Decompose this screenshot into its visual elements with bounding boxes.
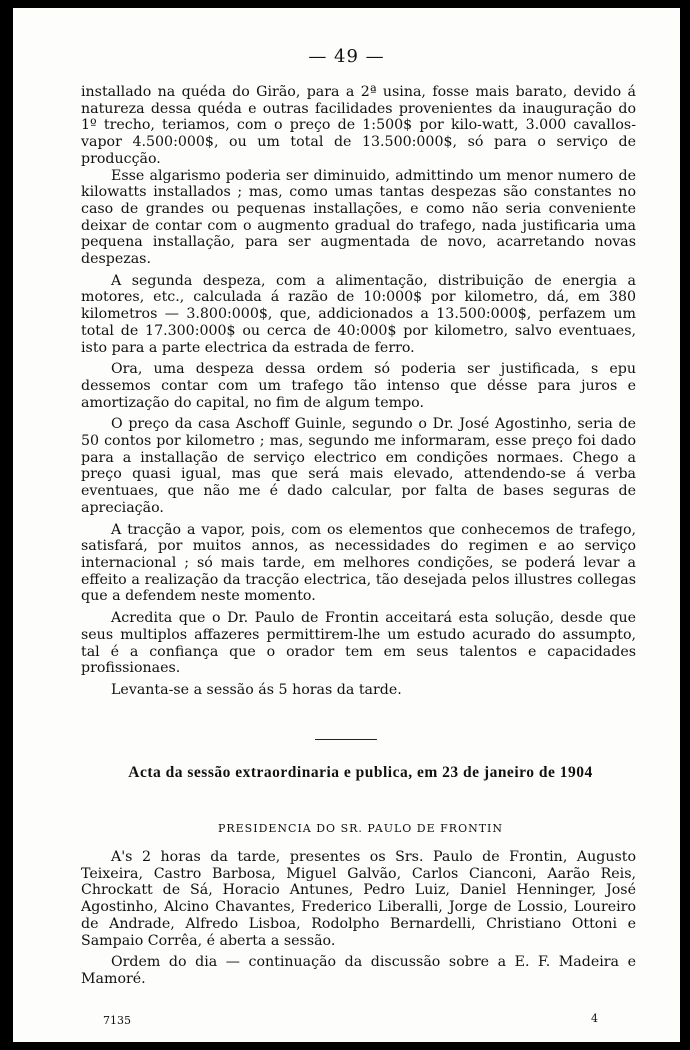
paragraph: Ordem do dia — continuação da discussão sobre a E. F. Madeira e Mamoré. xyxy=(81,954,636,987)
section-title: Acta da sessão extraordinaria e publica, em 23 de janeiro de 1904 xyxy=(128,764,593,781)
paragraph: Levanta-se a sessão ás 5 horas da tarde. xyxy=(111,681,402,698)
document-page xyxy=(13,8,680,1042)
page-number: — 49 — xyxy=(308,46,385,67)
paragraph: O preço da casa Aschoff Guinle, segundo o Dr. José Agostinho, seria de 50 contos por kilometro ; mas, segundo me informaram, esse preço foi dado para a installação de serviço electrico em condições normaes. Chego a preço quasi igual, mas que será mais elevado, attendendo-se á verba eventuaes, que não me é dado calcular, por falta de bases seguras de apreciação. xyxy=(81,416,636,516)
paragraph: Ora, uma despeza dessa ordem só poderia ser justificada, s epu dessemos contar com um trafego tão intenso que désse para juros e amortização do capital, no fim de algum tempo. xyxy=(81,361,636,411)
signature-mark: 4 xyxy=(591,1012,598,1025)
body-text-top xyxy=(81,84,636,699)
paragraph: Acredita que o Dr. Paulo de Frontin acceitará esta solução, desde que seus multiplos affazeres permittirem-lhe um estudo acurado do assumpto, tal é a confiança que o orador tem em seus talentos e capacidades profissionaes. xyxy=(81,610,636,677)
paragraph: A tracção a vapor, pois, com os elementos que conhecemos de trafego, satisfará, por muitos annos, as necessidades do regimen e ao serviço internacional ; só mais tarde, em melhores condições, se poderá levar a effeito a realização da tracção electrica, tão desejada pelos illustres collegas que a defendem neste momento. xyxy=(81,521,636,605)
body-text-bottom xyxy=(81,849,636,988)
paragraph: installado na quéda do Girão, para a 2ª usina, fosse mais barato, devido á natureza dessa quéda e outras facilidades provenientes da inauguração do 1º trecho, teriamos, com o preço de 1:500$ por kilo-watt, 3.000 cavallos-vapor 4.500:000$, ou um total de 13.500:000$, só para o serviço de producção. xyxy=(81,84,636,167)
presidency-line: PRESIDENCIA DO SR. PAULO DE FRONTIN xyxy=(217,822,504,835)
section-divider xyxy=(315,739,377,740)
paragraph: A segunda despeza, com a alimentação, distribuição de energia a motores, etc., calculada á razão de 10:000$ por kilometro, dá, em 380 kilometros — 3.800:000$, que, addicionados a 13.500:000$, perfazem um total de 17.300:000$ ou cerca de 40:000$ por kilometro, salvo eventuaes, isto para a parte electrica da estrada de ferro. xyxy=(81,272,636,356)
paragraph: A's 2 horas da tarde, presentes os Srs. Paulo de Frontin, Augusto Teixeira, Castro Barbosa, Miguel Galvão, Carlos Cianconi, Aarão Reis, Chrockatt de Sá, Horacio Antunes, Pedro Luiz, Daniel Henninger, José Agostinho, Alcino Chavantes, Frederico Liberalli, Jorge de Lossio, Loureiro de Andrade, Alfredo Lisboa, Rodolpho Bernardelli, Christiano Ottoni e Sampaio Corrêa, é aberta a sessão. xyxy=(81,849,636,949)
print-code: 7135 xyxy=(103,1014,131,1027)
paragraph: Esse algarismo poderia ser diminuido, admittindo um menor numero de kilowatts installados ; mas, como umas tantas despezas são constantes no caso de grandes ou pequenas installações, e como não seria conveniente deixar de contar com o augmento gradual do trafego, nada justificaria uma pequena installação, para ser augmentada de novo, acarretando novas despezas. xyxy=(81,167,636,268)
